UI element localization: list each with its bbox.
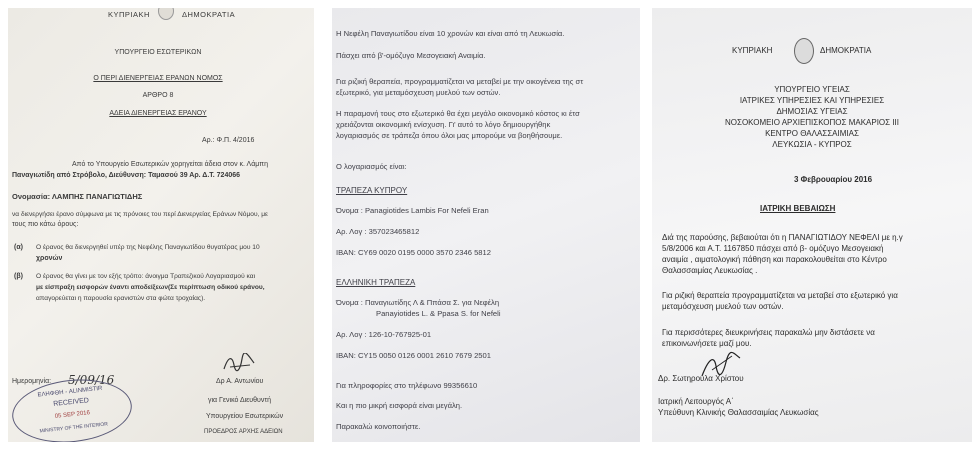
public-health-title: ΔΗΜΟΣΙΑΣ ΥΓΕΙΑΣ bbox=[776, 107, 848, 116]
doctor-role-2: Υπεύθυνη Κλινικής Θαλασσαιμίας Λευκωσίας bbox=[658, 408, 819, 417]
account-intro: Ο λογαριασμός είναι: bbox=[336, 162, 407, 171]
body-line-1: Από το Υπουργείο Εσωτερικών χορηγείται άδεια στον κ. Λάμπη bbox=[72, 161, 268, 168]
bank2-iban: IBAN: CY15 0050 0126 0001 2610 7679 2501 bbox=[336, 351, 491, 360]
notice-line-6: χρειάζονται οικονομική ενίσχυση. Γι' αυτό το λόγο δημιουργήθηκ bbox=[336, 120, 551, 129]
date-value: 5/09/16 bbox=[68, 373, 115, 387]
cert-para1-line3: αναιμία , αιματολογική πάθηση και παρακολουθείται στο Κέντρο bbox=[662, 255, 887, 264]
header-right: ΔΗΜΟΚΡΑΤΙΑ bbox=[820, 46, 872, 55]
notice-line-2: Πάσχει από β'-ομόζυγο Μεσογειακή Αναιμία. bbox=[336, 51, 486, 60]
notice-line-5: Η παραμονή τους στο εξωτερικό θα έχει μεγάλο οικονομικό κόστος κι έτσ bbox=[336, 109, 580, 118]
bank1-account-number: Αρ. Λογ : 357023465812 bbox=[336, 227, 420, 236]
terms-line-2: τους πιο κάτω όρους: bbox=[12, 221, 79, 228]
notice-line-7: λογαριασμός σε τράπεζα όπου όλοι μας μπορούμε να βοηθήσουμε. bbox=[336, 131, 563, 140]
body-line-2: Παναγιωτίδη από Στρόβολο, Διεύθυνση: Ταμασού 39 Αρ. Δ.Τ. 724066 bbox=[12, 172, 241, 179]
services-title: ΙΑΤΡΙΚΕΣ ΥΠΗΡΕΣΙΕΣ ΚΑΙ ΥΠΗΡΕΣΙΕΣ bbox=[739, 96, 885, 105]
share-request: Παρακαλώ κοινοποιήστε. bbox=[336, 422, 421, 431]
medical-certificate-document bbox=[652, 8, 972, 442]
hellenic-bank-heading: ΕΛΛΗΝΙΚΗ ΤΡΑΠΕΖΑ bbox=[336, 278, 416, 287]
certificate-title: ΙΑΤΡΙΚΗ ΒΕΒΑΙΩΣΗ bbox=[760, 204, 836, 213]
permit-title: ΑΔΕΙΑ ΔΙΕΝΕΡΓΕΙΑΣ ΕΡΑΝΟΥ bbox=[109, 110, 207, 117]
ministry-title: ΥΠΟΥΡΓΕΙΟ ΥΓΕΙΑΣ bbox=[774, 85, 850, 94]
terms-line-1: να διενεργήσει έρανο σύμφωνα με τις πρόνοιες του περί Διενεργείας Εράνων Νόμου, με bbox=[12, 211, 268, 218]
fundraising-permit-document bbox=[8, 8, 314, 442]
stamp-date: 05 SEP 2016 bbox=[54, 410, 91, 420]
term-b-label: (β) bbox=[14, 273, 23, 280]
doctor-role-1: Ιατρική Λειτουργός Α΄ bbox=[658, 397, 734, 406]
coat-of-arms-icon bbox=[794, 38, 814, 64]
notice-line-1: Η Νεφέλη Παναγιωτίδου είναι 10 χρονών και είναι από τη Λευκωσία. bbox=[336, 29, 565, 38]
term-a-line-1: Ο έρανος θα διενεργηθεί υπέρ της Νεφέλης Παναγιωτίδου θυγατέρας μου 10 bbox=[36, 244, 260, 251]
cert-para2-line1: Για ριζική θεραπεία προγραμματίζεται να μεταβεί στο εξωτερικό για bbox=[662, 291, 898, 300]
small-contribution-line: Και η πιο μικρή εισφορά είναι μεγάλη. bbox=[336, 401, 463, 410]
term-a-line-2: χρονών bbox=[36, 255, 63, 262]
contact-phone: Για πληροφορίες στο τηλέφωνο 99356610 bbox=[336, 381, 478, 390]
cert-para2-line2: μεταμόσχευση μυελού των οστών. bbox=[662, 302, 784, 311]
cert-para3-line1: Για περισσότερες διευκρινήσεις παρακαλώ μην διστάσετε να bbox=[662, 328, 875, 337]
thalassaemia-center-title: ΚΕΝΤΡΟ ΘΑΛΑΣΣΑΙΜΙΑΣ bbox=[765, 129, 859, 138]
signer-role-3: ΠΡΟΕΔΡΟΣ ΑΡΧΗΣ ΑΔΕΙΩΝ bbox=[204, 429, 283, 435]
ministry-title: ΥΠΟΥΡΓΕΙΟ ΕΣΩΤΕΡΙΚΩΝ bbox=[114, 49, 202, 56]
bank2-account-name-1: Όνομα : Παναγιωτίδης Λ & Ππάσα Σ. για Νεφέλη bbox=[336, 298, 500, 307]
cert-para1-line2: 5/8/2006 και Α.Τ. 1167850 πάσχει από β- ομόζυγο Μεσογειακή bbox=[662, 244, 884, 253]
certificate-date: 3 Φεβρουαρίου 2016 bbox=[794, 175, 873, 184]
notice-line-4: εξωτερικό, για μεταμόσχευση μυελού των οστών. bbox=[336, 88, 501, 97]
coat-of-arms-icon bbox=[158, 8, 174, 20]
notice-line-3: Για ριζική θεραπεία, προγραμματίζεται να μεταβεί με την οικογένεια της στ bbox=[336, 77, 584, 86]
fundraising-notice-document bbox=[332, 8, 640, 442]
stamp-received: RECEIVED bbox=[52, 397, 90, 408]
signer-name: Δρ Α. Αντωνίου bbox=[216, 378, 264, 385]
header-right: ΔΗΜΟΚΡΑΤΙΑ bbox=[182, 10, 236, 19]
bank1-iban: IBAN: CY69 0020 0195 0000 3570 2346 5812 bbox=[336, 248, 491, 257]
header-left: ΚΥΠΡΙΑΚΗ bbox=[732, 46, 773, 55]
bank2-account-number: Αρ. Λογ : 126-10-767925-01 bbox=[336, 330, 432, 339]
doctor-name: Δρ. Σωτηρούλα Χρίστου bbox=[658, 374, 744, 383]
article-label: ΑΡΘΡΟ 8 bbox=[142, 92, 174, 99]
bank-of-cyprus-heading: ΤΡΑΠΕΖΑ ΚΥΠΡΟΥ bbox=[336, 186, 408, 195]
signature-icon bbox=[222, 353, 256, 373]
date-label: Ημερομηνία: bbox=[12, 378, 52, 385]
reference-number: Αρ.: Φ.Π. 4/2016 bbox=[202, 137, 255, 144]
bank1-account-name: Όνομα : Panagiotides Lambis For Nefeli Eran bbox=[336, 206, 489, 215]
hospital-title: ΝΟΣΟΚΟΜΕΙΟ ΑΡΧΙΕΠΙΣΚΟΠΟΣ ΜΑΚΑΡΙΟΣ ΙΙΙ bbox=[725, 118, 899, 127]
location-title: ΛΕΥΚΩΣΙΑ - ΚΥΠΡΟΣ bbox=[772, 140, 852, 149]
signer-role-2: Υπουργείου Εσωτερικών bbox=[206, 413, 284, 420]
term-b-line-3: απαγορεύεται η παρουσία ερανιστών στα φώτα τροχαίας). bbox=[36, 295, 206, 302]
header-left: ΚΥΠΡΙΑΚΗ bbox=[108, 10, 150, 19]
term-a-label: (α) bbox=[14, 244, 23, 251]
cert-para1-line4: Θαλασσαιμίας Λευκωσίας . bbox=[662, 266, 758, 275]
stamp-top: ΕΛΗΦΘΗ - ALINMISTIR bbox=[37, 385, 103, 399]
term-b-line-1: Ο έρανος θα γίνει με τον εξής τρόπο: άνοιγμα Τραπεζικού Λογαριασμού και bbox=[36, 273, 256, 280]
signer-role-1: για Γενικό Διευθυντή bbox=[208, 397, 272, 404]
cert-para3-line2: επικοινωνήσετε μαζί μου. bbox=[662, 339, 752, 348]
stamp-bottom: MINISTRY OF THE INTERIOR bbox=[39, 421, 109, 435]
law-title: Ο ΠΕΡΙ ΔΙΕΝΕΡΓΕΙΑΣ ΕΡΑΝΩΝ ΝΟΜΟΣ bbox=[93, 75, 223, 82]
term-b-line-2: με είσπραξη εισφορών έναντι αποδείξεων(Σε περίπτωση οδικού εράνου, bbox=[36, 284, 265, 291]
cert-para1-line1: Διά της παρούσης, βεβαιούται ότι η ΠΑΝΑΓΙΩΤΙΔΟΥ ΝΕΦΕΛΙ με η.γ bbox=[662, 233, 903, 242]
bank2-account-name-2: Panayiotides L. & Ppasa S. for Nefeli bbox=[376, 309, 501, 318]
permit-holder-name: Ονομασία: ΛΑΜΠΗΣ ΠΑΝΑΓΙΩΤΙΔΗΣ bbox=[12, 192, 143, 201]
